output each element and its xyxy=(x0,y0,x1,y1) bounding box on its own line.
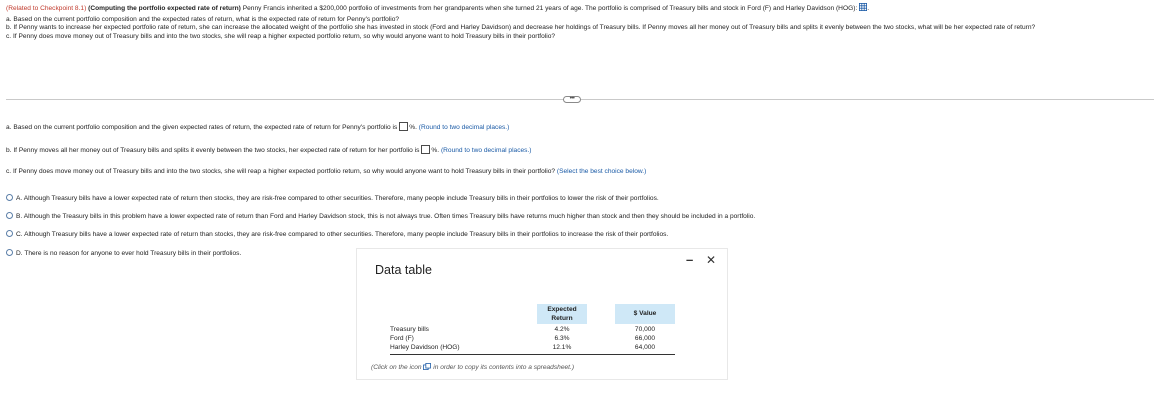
copy-icon[interactable] xyxy=(423,363,431,370)
option-a-text: Although Treasury bills have a lower expected rate of return then stocks, they are risk-free compared to other securities. Therefore, many people include Treasury bills in their portfolios to lower the risk of their portfolios. xyxy=(23,195,659,202)
option-d-radio[interactable] xyxy=(6,249,13,256)
more-button[interactable]: ••• xyxy=(563,96,581,103)
answer-a-hint: (Round to two decimal places.) xyxy=(418,124,510,131)
row-label: Harley Davidson (HOG) xyxy=(390,344,460,351)
option-c-radio[interactable] xyxy=(6,230,13,237)
question-b: b. If Penny wants to increase her expected portfolio rate of return, she can increase the allocated weight of the portfolio she has invested in stock (Ford and Harley Davidson) and decrease her holdings of Treasury bills. If Penny moves all her money out of Treasury bills and splits it evenly between the two stocks, what will be her expected rate of return? xyxy=(6,24,1036,32)
question-a: a. Based on the current portfolio composition and the expected rates of return, what is the expected rate of return for Penny's portfolio? xyxy=(6,16,400,24)
popup-title: Data table xyxy=(375,263,432,277)
option-a-radio[interactable] xyxy=(6,194,13,201)
answer-a-text: a. Based on the current portfolio composition and the given expected rates of return, the expected rate of return for Penny's portfolio is xyxy=(6,124,398,131)
data-table-popup xyxy=(356,248,728,380)
answer-b-unit: %. xyxy=(431,147,440,154)
row-value: 70,000 xyxy=(634,326,656,333)
option-b-radio[interactable] xyxy=(6,212,13,219)
problem-header xyxy=(6,3,1154,13)
row-return: 6.3% xyxy=(554,335,570,342)
option-b-text: Although the Treasury bills in this problem have a lower expected rate of return than Ford and Harley Davidson stock, this is not always true. Often times Treasury bills have returns much higher than stock and then they should be included in a portfolio. xyxy=(23,213,756,220)
option-c-letter: C. xyxy=(16,231,23,238)
copy-note-pre: (Click on the icon xyxy=(371,364,422,371)
header-expected-return-line1: Expected xyxy=(547,306,577,313)
answer-a-input[interactable] xyxy=(399,122,408,131)
option-c-text: Although Treasury bills have a lower expected rate of return than stocks, they are risk-free compared to other securities. Therefore, many people include Treasury bills in their portfolios to increase the risk of their portfolios. xyxy=(24,231,669,238)
row-value: 64,000 xyxy=(634,344,656,351)
data-table xyxy=(390,304,675,364)
copy-note xyxy=(371,363,574,371)
answer-c-text: c. If Penny does move money out of Treasury bills and into the two stocks, she will reap a higher expected portfolio return, so why would anyone want to hold Treasury bills in their portfolio? xyxy=(6,168,556,175)
option-d-text: There is no reason for anyone to ever hold Treasury bills in their portfolios. xyxy=(24,250,242,257)
option-c[interactable] xyxy=(6,230,668,239)
minimize-icon[interactable]: – xyxy=(686,252,694,267)
table-row xyxy=(390,344,675,353)
option-d[interactable] xyxy=(6,249,241,258)
close-icon[interactable]: ✕ xyxy=(706,253,717,267)
row-return: 4.2% xyxy=(554,326,570,333)
table-row xyxy=(390,326,675,335)
problem-statement xyxy=(6,3,1154,41)
answer-b xyxy=(6,145,532,155)
row-value: 66,000 xyxy=(634,335,656,342)
table-row xyxy=(390,335,675,344)
reference-link[interactable]: (Related to Checkpoint 8.1) xyxy=(6,5,87,12)
option-a[interactable] xyxy=(6,194,659,203)
answer-b-input[interactable] xyxy=(421,145,430,154)
row-label: Ford (F) xyxy=(390,335,414,342)
header-expected-return-line2: Return xyxy=(551,314,573,322)
row-return: 12.1% xyxy=(552,344,572,351)
option-d-letter: D. xyxy=(16,250,23,257)
question-c: c. If Penny does move money out of Treasury bills and into the two stocks, she will reap a higher expected portfolio return, so why would anyone want to hold Treasury bills in their portfolio? xyxy=(6,32,556,40)
answer-c xyxy=(6,167,646,176)
table-bottom-rule xyxy=(390,354,675,355)
answer-c-hint: (Select the best choice below.) xyxy=(556,168,647,175)
answer-b-hint: (Round to two decimal places.) xyxy=(440,147,532,154)
row-label: Treasury bills xyxy=(390,326,429,333)
answer-a-unit: %. xyxy=(409,124,417,131)
problem-trailing: . xyxy=(867,5,870,12)
option-b[interactable] xyxy=(6,212,755,221)
copy-note-post: in order to copy its contents into a spreadsheet.) xyxy=(433,364,575,371)
problem-topic: (Computing the portfolio expected rate of return) xyxy=(88,5,241,12)
option-a-letter: A. xyxy=(16,195,23,202)
header-value: $ Value xyxy=(615,304,675,324)
option-b-letter: B. xyxy=(16,213,23,220)
answer-b-text: b. If Penny moves all her money out of Treasury bills and splits it evenly between the two stocks, her expected rate of return for her portfolio is xyxy=(6,147,420,154)
header-expected-return xyxy=(537,304,587,324)
answer-a xyxy=(6,122,509,132)
problem-intro: Penny Francis inherited a $200,000 portfolio of investments from her grandparents when she turned 21 years of age. The portfolio is comprised of Treasury bills and stock in Ford (F) and Harley Davidson (HOG): xyxy=(242,5,858,12)
